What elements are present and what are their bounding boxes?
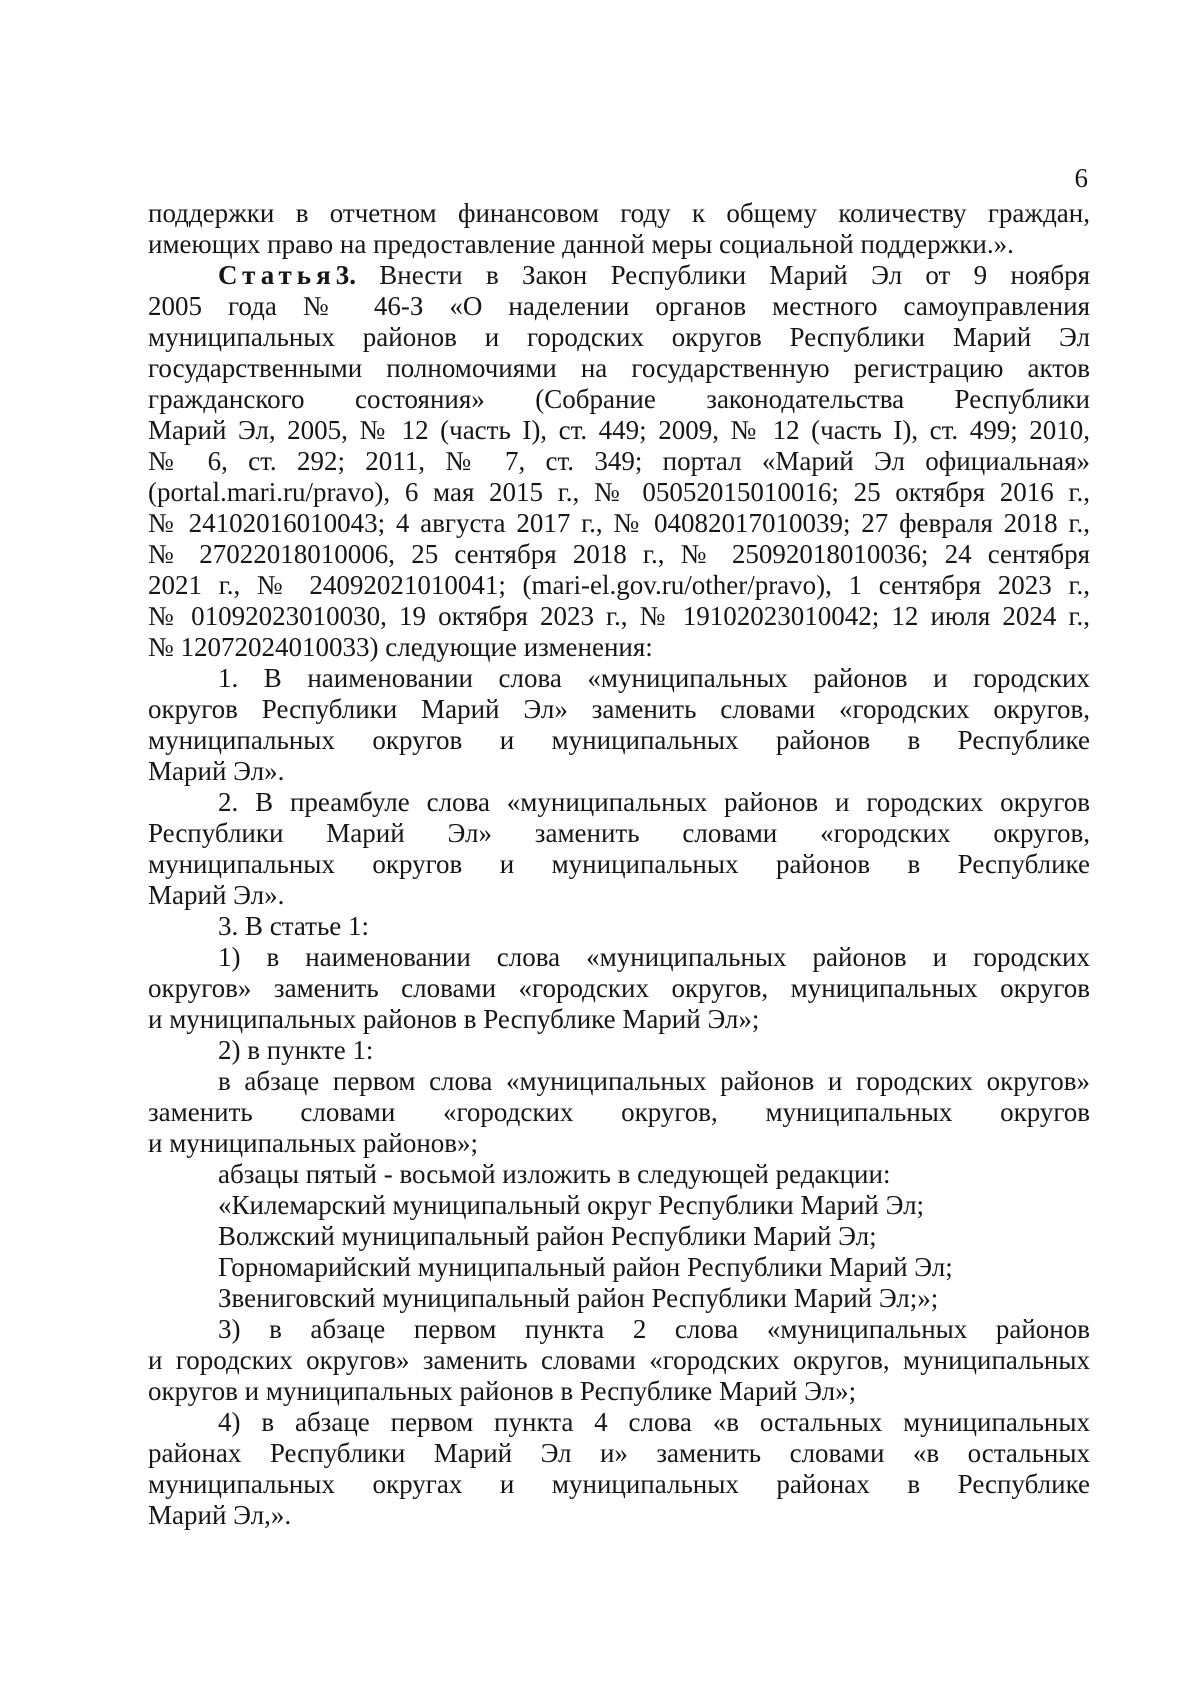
- text-line: муниципальных районов и городских округов Республики Марий Эл: [148, 322, 1090, 352]
- text-line: № 12072024010033) следующие изменения:: [148, 632, 653, 662]
- text-line: Марий Эл, 2005, № 12 (часть I), ст. 449; 2009, № 12 (часть I), ст. 499; 2010,: [148, 415, 1090, 445]
- text-line: 2) в пункте 1:: [218, 1035, 374, 1065]
- text-line: 1) в наименовании слова «муниципальных районов и городских: [218, 942, 1090, 972]
- text-line: и муниципальных районов»;: [148, 1128, 479, 1158]
- text-line: № 27022018010006, 25 сентября 2018 г., № 25092018010036; 24 сентября: [148, 539, 1090, 569]
- text-line: 2. В преамбуле слова «муниципальных районов и городских округов: [218, 787, 1090, 817]
- text-line: Марий Эл».: [148, 756, 285, 786]
- text-line: и городских округов» заменить словами «городских округов, муниципальных: [148, 1345, 1090, 1375]
- text-line: и муниципальных районов в Республике Марий Эл»;: [148, 1004, 760, 1034]
- page-number: 6: [1074, 163, 1088, 193]
- text-line: абзацы пятый - восьмой изложить в следующей редакции:: [218, 1159, 891, 1189]
- text-line: муниципальных округов и муниципальных районов в Республике: [148, 849, 1090, 879]
- text-line: поддержки в отчетном финансовом году к общему количеству граждан,: [148, 198, 1090, 228]
- text-line: районах Республики Марий Эл и» заменить словами «в остальных: [148, 1438, 1090, 1468]
- text-line: 3) в абзаце первом пункта 2 слова «муниципальных районов: [218, 1314, 1090, 1344]
- article-heading-label: Статья: [218, 260, 336, 290]
- text-line: Марий Эл,».: [148, 1500, 292, 1530]
- text-line: Волжский муниципальный район Республики Марий Эл;: [218, 1221, 877, 1251]
- text-line: государственными полномочиями на государственную регистрацию актов: [148, 353, 1090, 383]
- text-line: Звениговский муниципальный район Республики Марий Эл;»;: [218, 1283, 939, 1313]
- document-body: [148, 198, 1090, 1531]
- article-3-line: [148, 260, 1090, 291]
- text-line: 3. В статье 1:: [218, 911, 370, 941]
- text-line: 4) в абзаце первом пункта 4 слова «в остальных муниципальных: [218, 1407, 1090, 1437]
- text-line: № 6, ст. 292; 2011, № 7, ст. 349; портал «Марий Эл официальная»: [148, 446, 1090, 476]
- text-line: округов Республики Марий Эл» заменить словами «городских округов,: [148, 694, 1090, 724]
- text-line: (portal.mari.ru/pravo), 6 мая 2015 г., № 05052015010016; 25 октября 2016 г.,: [148, 477, 1090, 507]
- text-line: 1. В наименовании слова «муниципальных районов и городских: [218, 663, 1090, 693]
- text-line: муниципальных округах и муниципальных районах в Республике: [148, 1469, 1090, 1499]
- text-line: № 01092023010030, 19 октября 2023 г., № 19102023010042; 12 июля 2024 г.,: [148, 601, 1090, 631]
- text-line: Марий Эл».: [148, 880, 285, 910]
- text-line: в абзаце первом слова «муниципальных районов и городских округов»: [218, 1066, 1090, 1096]
- article-heading-number: 3.: [335, 260, 356, 290]
- text-line: имеющих право на предоставление данной меры социальной поддержки.».: [148, 229, 1014, 259]
- text-line: Республики Марий Эл» заменить словами «городских округов,: [148, 818, 1090, 848]
- text-line: № 24102016010043; 4 августа 2017 г., № 04082017010039; 27 февраля 2018 г.,: [148, 508, 1090, 538]
- text-line: 2021 г., № 24092021010041; (mari-el.gov.ru/other/pravo), 1 сентября 2023 г.,: [148, 570, 1090, 600]
- text-line: заменить словами «городских округов, муниципальных округов: [148, 1097, 1090, 1127]
- text-line: «Килемарский муниципальный округ Республики Марий Эл;: [218, 1190, 925, 1220]
- text-line: округов» заменить словами «городских округов, муниципальных округов: [148, 973, 1090, 1003]
- article-3-text: Внести в Закон Республики Марий Эл от 9 ноября: [379, 260, 1090, 290]
- text-line: гражданского состояния» (Собрание законодательства Республики: [148, 384, 1090, 414]
- text-line: 2005 года № 46-З «О наделении органов местного самоуправления: [148, 291, 1090, 321]
- text-line: округов и муниципальных районов в Республике Марий Эл»;: [148, 1376, 857, 1406]
- text-line: Горномарийский муниципальный район Республики Марий Эл;: [218, 1252, 953, 1282]
- text-line: муниципальных округов и муниципальных районов в Республике: [148, 725, 1090, 755]
